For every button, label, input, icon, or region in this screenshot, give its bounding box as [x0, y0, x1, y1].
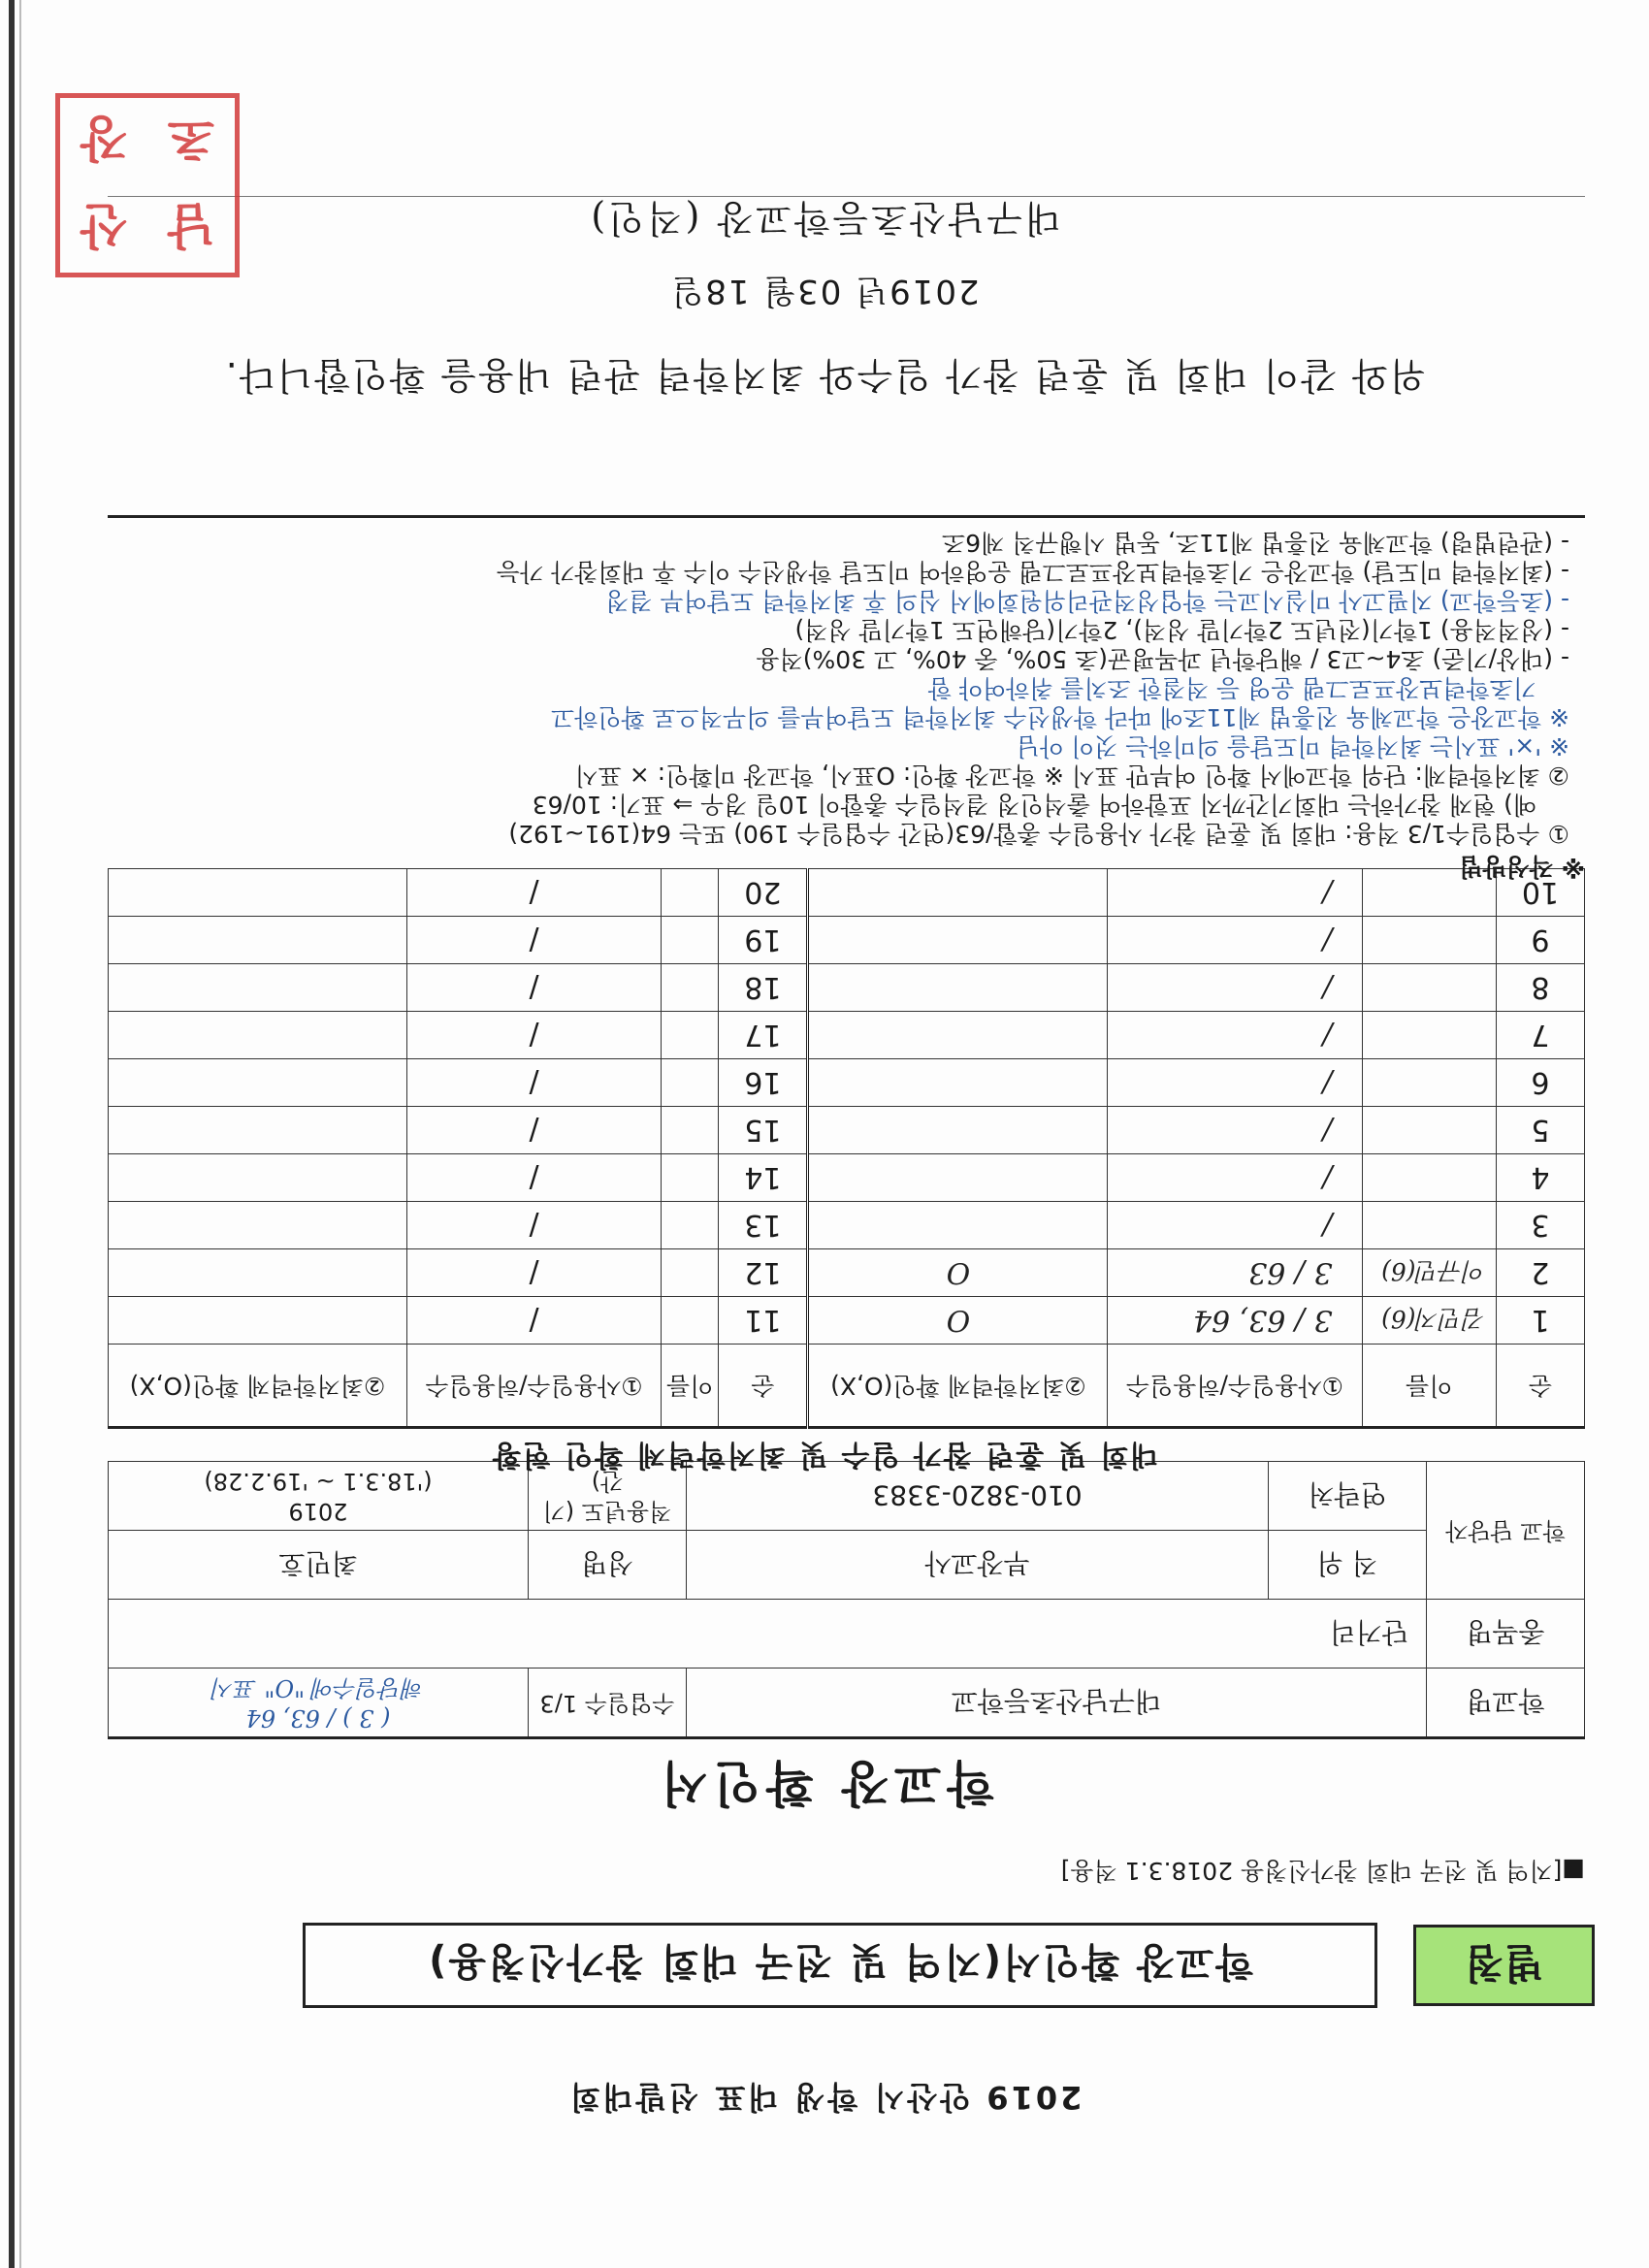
- cell-no: 17: [719, 1012, 808, 1059]
- cell-name: [1362, 1059, 1496, 1107]
- cell-name: [662, 1297, 719, 1345]
- cell-check: [808, 1154, 1108, 1202]
- cell-check: [808, 917, 1108, 964]
- cell-check: [808, 1012, 1108, 1059]
- cell-no: 14: [719, 1154, 808, 1202]
- table-row: [109, 1154, 1585, 1202]
- scan-edge-shadow: [19, 0, 21, 2268]
- period-label: 적용년도 (기간): [529, 1462, 687, 1531]
- days-value: ( 3 ) / 63, 64: [245, 1704, 391, 1733]
- cell-usage: /: [1108, 1059, 1362, 1107]
- instructions: [72, 505, 1585, 881]
- cell-check: [808, 1202, 1108, 1249]
- cell-name: [1362, 917, 1496, 964]
- note-2: ② 최저학력제: 단위 학교에서 확인 여부만 표시 ※ 학교장 확인: O표시, 학교장 미확인: × 표시: [574, 761, 1569, 790]
- cell-usage: /: [406, 1202, 661, 1249]
- footer-divider: [108, 196, 1585, 197]
- cell-usage: /: [1108, 1012, 1362, 1059]
- cell-name: [1362, 1012, 1496, 1059]
- cell-name: [1362, 1202, 1496, 1249]
- principal-name: 대구남산초등학교장: [714, 197, 1061, 240]
- col-check-left: ②최저학력제 확인(O,X): [808, 1345, 1108, 1428]
- col-no-right: 순: [719, 1345, 808, 1428]
- cell-no: 2: [1497, 1249, 1585, 1297]
- cell-name: [662, 917, 719, 964]
- name-value: 최민호: [109, 1531, 529, 1600]
- cell-usage: /: [406, 1154, 661, 1202]
- school-name: 대구남산초등학교: [687, 1669, 1427, 1738]
- cell-name: [662, 1202, 719, 1249]
- cell-usage: /: [1108, 1202, 1362, 1249]
- event-title: 2019 안산시 학생 대표 선발대회: [566, 2079, 1083, 2116]
- cell-check: [109, 1059, 407, 1107]
- name-label: 성명: [529, 1531, 687, 1600]
- phone-value: 010-3820-3383: [687, 1462, 1269, 1531]
- table-row: [109, 1059, 1585, 1107]
- cell-check: O: [808, 1249, 1108, 1297]
- cell-no: 3: [1497, 1202, 1585, 1249]
- cell-name: 이규민(6): [1362, 1249, 1496, 1297]
- position-label: 직 위: [1269, 1531, 1427, 1600]
- col-name-right: 이름: [662, 1345, 719, 1428]
- seal-char: 초: [167, 110, 215, 167]
- cell-name: [1362, 1107, 1496, 1154]
- principal-seal-label: (직인): [588, 197, 700, 240]
- cell-check: [109, 1249, 407, 1297]
- cell-usage: 3 / 63: [1108, 1249, 1362, 1297]
- cell-check: [109, 964, 407, 1012]
- table-row: [109, 1202, 1585, 1249]
- seal-char: 장: [80, 110, 128, 167]
- note-detail-2: - (성적적용) 1학기(전년도 2학기말 성적), 2학기(당해연도 1학기말 성적): [794, 616, 1569, 644]
- cell-name: [1362, 1154, 1496, 1202]
- cell-no: 7: [1497, 1012, 1585, 1059]
- confirmation-statement: 위와 같이 대회 및 훈련 참가 일수와 최저학력 관련 내용을 확인합니다.: [223, 354, 1426, 397]
- cell-name: [662, 1012, 719, 1059]
- seal-char: 남: [167, 197, 215, 254]
- cell-no: 5: [1497, 1107, 1585, 1154]
- note-1: ① 수업일수1/3 적용: 대회 및 훈련 참가 사용일수 총합/63(연간 수업일수 190) 또는 64(191~192): [508, 820, 1569, 848]
- cell-usage: /: [406, 1297, 661, 1345]
- note-blue-1: ※ '×' 표시는 최저학력 미도달을 의미하는 것이 아님: [1016, 732, 1569, 761]
- cell-no: 13: [719, 1202, 808, 1249]
- cell-no: 1: [1497, 1297, 1585, 1345]
- issue-date: 2019년 03월 18일: [669, 272, 980, 310]
- cell-check: [808, 964, 1108, 1012]
- col-usage-left: ①사용일수/허용일수: [1108, 1345, 1362, 1428]
- cell-no: 18: [719, 964, 808, 1012]
- cell-no: 16: [719, 1059, 808, 1107]
- participation-title: 대회 및 훈련 참가 일수 및 최저학력제 확인 현황: [490, 1438, 1159, 1472]
- cell-usage: /: [406, 917, 661, 964]
- cell-name: [662, 964, 719, 1012]
- note-detail-3: - (초등학교) 지필고사 미실시교는 학업성적관리위원회에서 심의 후 최저학력 도달여부 결정: [605, 587, 1569, 615]
- cell-name: [1362, 964, 1496, 1012]
- notes-divider: [108, 515, 1585, 518]
- sport-label: 종목명: [1427, 1600, 1585, 1669]
- col-check-right: ②최저학력제 확인(O,X): [109, 1345, 407, 1428]
- cell-name: [662, 1107, 719, 1154]
- scan-edge: [9, 0, 15, 2268]
- cell-check: [109, 1297, 407, 1345]
- note-blue-2: ※ 학교장은 학교체육 진흥법 제11조에 따라 학생선수 최저학력 도달여부를 의무적으로 확인하고: [551, 703, 1569, 731]
- seal-char: 산: [80, 197, 128, 254]
- cell-name: 김민지(6): [1362, 1297, 1496, 1345]
- table-row: [109, 1249, 1585, 1297]
- days-note: 해당일수에 "O" 표시: [211, 1674, 425, 1701]
- sport-value: 단거리: [109, 1600, 1427, 1669]
- cell-no: 19: [719, 917, 808, 964]
- category-badge: 별첨: [1413, 1925, 1595, 2006]
- cell-check: [109, 1202, 407, 1249]
- official-seal-stamp: [55, 93, 240, 277]
- table-row: [109, 964, 1585, 1012]
- principal-signature: [0, 195, 1649, 248]
- cell-check: [109, 917, 407, 964]
- school-info-table: [108, 1461, 1585, 1739]
- table-row: [109, 1297, 1585, 1345]
- table-row: [109, 1107, 1585, 1154]
- cell-usage: 3 / 63, 64: [1108, 1297, 1362, 1345]
- table-row: [109, 917, 1585, 964]
- cell-usage: /: [1108, 1107, 1362, 1154]
- cell-no: 8: [1497, 964, 1585, 1012]
- cell-check: O: [808, 1297, 1108, 1345]
- table-row: [109, 1012, 1585, 1059]
- days-label: 수업일수 1/3: [529, 1669, 687, 1738]
- cell-no: 10: [1497, 869, 1585, 917]
- cell-usage: /: [1108, 869, 1362, 917]
- cell-name: [662, 1059, 719, 1107]
- cell-check: [109, 1107, 407, 1154]
- cell-check: [109, 1154, 407, 1202]
- col-usage-right: ①사용일수/허용일수: [406, 1345, 661, 1428]
- period-year: 2019: [288, 1498, 348, 1526]
- note-detail-5: - (관련법령) 학교체육 진흥법 제11조, 동법 시행규칙 제6조: [942, 529, 1569, 557]
- cell-check: [808, 1107, 1108, 1154]
- notes-title: ※ 작성방법: [1459, 853, 1585, 881]
- note-1b: 예) 현재 참가하는 대회기간까지 포함하여 출석인정 결석일수 총합이 10일 경우 ⇒ 표기: 10/63: [532, 791, 1536, 819]
- form-title-box: 학교장 확인서(지역 및 전국 대회 참가신청용): [303, 1923, 1377, 2008]
- school-label: 학교명: [1427, 1669, 1585, 1738]
- cell-no: 11: [719, 1297, 808, 1345]
- cell-usage: /: [406, 1107, 661, 1154]
- contact-label: 학교 담당자: [1427, 1462, 1585, 1600]
- cell-name: [662, 1154, 719, 1202]
- col-no-left: 순: [1497, 1345, 1585, 1428]
- cell-usage: /: [1108, 1154, 1362, 1202]
- note-detail-4: - (최저학력 미도달) 학교장은 기초학력보장프로그램 운영하여 미도달 학생선수 이수 후 대회참가 가능: [496, 558, 1569, 586]
- cell-no: 20: [719, 869, 808, 917]
- participation-table: [108, 868, 1585, 1429]
- document-title: 학교장 확인서: [655, 1755, 994, 1811]
- cell-no: 9: [1497, 917, 1585, 964]
- cell-usage: /: [406, 869, 661, 917]
- note-blue-2b: 기초학력보장프로그램 운영 등 적절한 조치를 취하여야 함: [927, 674, 1536, 702]
- note-detail-1: - (대상/기준) 초4~고3 / 해당학년 과목평균(초 50%, 중 40%, 고 30%)적용: [756, 645, 1569, 673]
- reference-note: ■[지역 및 전국 대회 참가신청용 2018.3.1 적용]: [1060, 1857, 1585, 1885]
- col-name-left: 이름: [1362, 1345, 1496, 1428]
- cell-check: [109, 1012, 407, 1059]
- position-value: 부장교사: [687, 1531, 1269, 1600]
- cell-name: [662, 1249, 719, 1297]
- cell-no: 4: [1497, 1154, 1585, 1202]
- cell-usage: /: [1108, 917, 1362, 964]
- cell-usage: /: [406, 1249, 661, 1297]
- cell-usage: /: [406, 1012, 661, 1059]
- cell-usage: /: [406, 1059, 661, 1107]
- cell-usage: /: [1108, 964, 1362, 1012]
- phone-label: 연락처: [1269, 1462, 1427, 1531]
- cell-check: [808, 1059, 1108, 1107]
- period-range: ('18.3.1 ~ '19.2.28): [204, 1468, 433, 1495]
- cell-no: 6: [1497, 1059, 1585, 1107]
- cell-usage: /: [406, 964, 661, 1012]
- cell-no: 15: [719, 1107, 808, 1154]
- cell-no: 12: [719, 1249, 808, 1297]
